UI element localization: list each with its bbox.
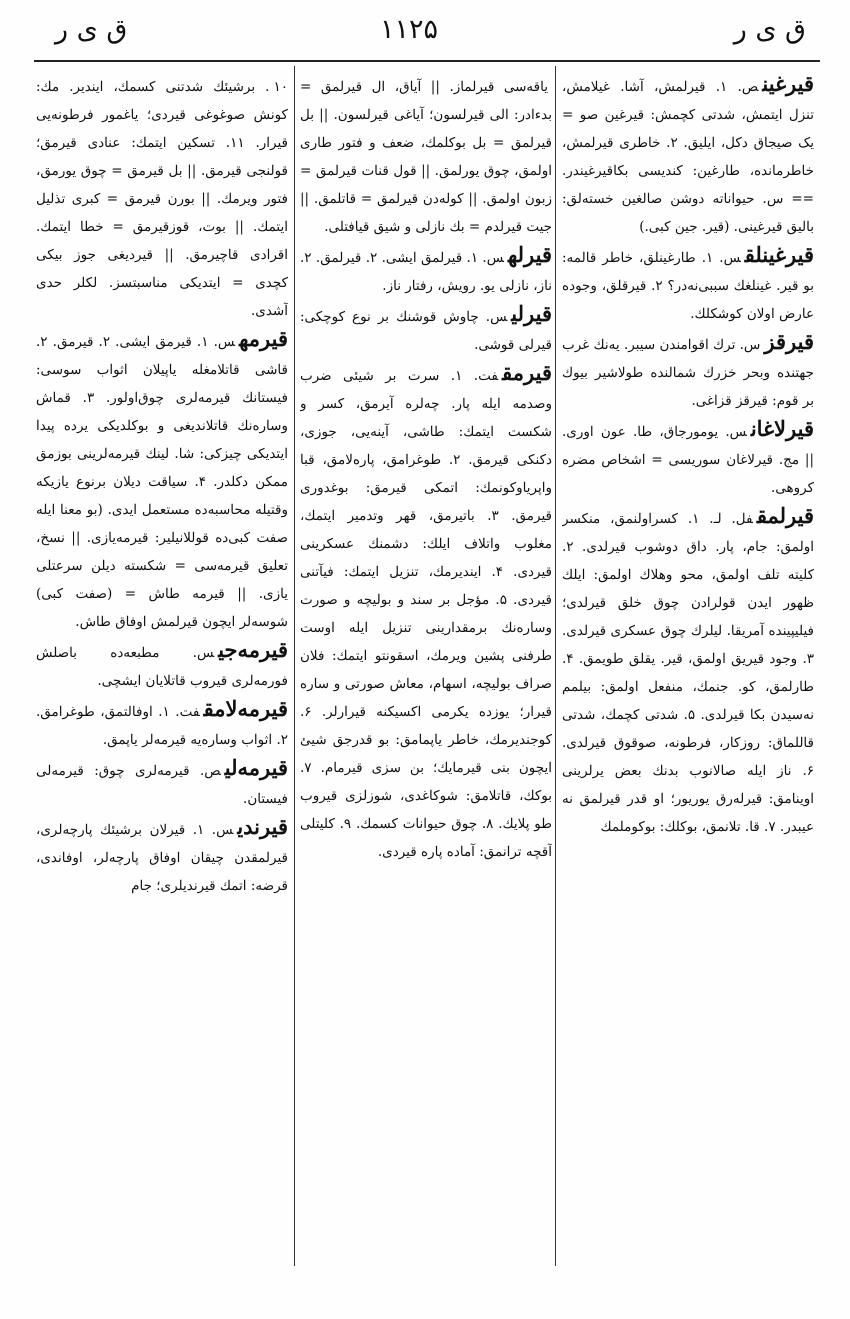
running-head-right: ق ی ر	[733, 14, 806, 45]
entry-headword: قیرلی	[511, 301, 552, 326]
entry-headword: قیرلاغان	[750, 416, 814, 441]
entry	[300, 241, 552, 300]
entry	[562, 328, 814, 415]
entry	[36, 636, 288, 695]
entry	[562, 415, 814, 502]
column-middle	[300, 70, 552, 1260]
column-left	[36, 70, 288, 1260]
entry-text: س. ۱. قیرلمق ایشی. ۲. قیرلمق. ۲. ناز، نازلی یو. رویش، رفتار ناز.	[300, 250, 552, 294]
entry-headword: قیرمه‌لی	[224, 755, 288, 780]
entry-headword: قیرلمق	[756, 503, 814, 528]
entry	[36, 813, 288, 900]
entry	[300, 359, 552, 866]
running-head-left: ق ی ر	[55, 14, 128, 45]
entry-text: س. یومورجاق، طا. عون اوری. || مج. قیرلاغان سوریسی = اشخاص مضره کروهی.	[562, 424, 814, 496]
entry-text: یاقه‌سی قیرلماز. || آیاق، ال قیرلمق = بدءادر: الی قیرلسون؛ آیاغی قیرلسون. || بل قیرلمق = بل بوکلمك، ضعف و فتور طاری اولمق، چوق یورلمق. || قول قنات قیرلمق = زبون اولمق. || کوله‌دن قیرلمق = قاتلمق. || جیت قیرلدم = بك نازلی و شیق قیافتلی.	[300, 79, 552, 235]
entry-text: فت. ۱. اوفالتمق، طوغرامق. ۲. اثواب وساره‌یه قیرمه‌لر یاپمق.	[36, 704, 288, 748]
column-divider-left	[294, 66, 295, 1266]
entry-text: س. مطبعه‌ده باصلش فورمه‌لری قیروب قاتلایان ایشچی.	[36, 645, 288, 689]
header-rule	[34, 60, 820, 62]
entry-text: س. ترك اقوامندن سیبر. یه‌نك غرب جهتنده وبحر خزرك شمالنده طولاشیر بیوك بر قوم: قیرقز قزاغی.	[562, 337, 814, 409]
entry	[562, 241, 814, 328]
entry-headword: قیرقز	[764, 329, 814, 354]
entry-headword: قیرله	[507, 242, 552, 267]
entry	[300, 300, 552, 359]
entry	[36, 695, 288, 754]
entry-headword: قیرغین	[762, 71, 814, 96]
entry	[36, 754, 288, 813]
entry-text: فل. لـ. ۱. کسراولنمق، منکسر اولمق: جام، پار. داق دوشوب قیرلدی. ۲. کلیته تلف اولمق، محو وهلاك اولمق: ایلك ظهور ایدن قولرادن چوق خلق قیرلدی؛ فیلیپینده آمریقا. لیلرك چوق عسکری قیرلدی. ۳. وجود قیریق اولمق، قیر. یقلق طویمق. ۴. طارلمق، کو. جنمك، منفعل اولمق: بیلمم نه‌سیدن بکا قیرلدی. ۵. شدتی کچمك، شدتی قاللماق: روزکار، فرطونه، صوقوق قیرلدی. ۶. ناز ایله صالانوب بدنك بعض یرلرینی اوینامق: قیرله‌رق یوریور؛ او قدر قیرلمق نه عیبدر. ۷. قا. تلانمق، بوکلك: بوکوملمك	[562, 511, 814, 835]
entry-text: س. ۱. طارغینلق، خاطر قالمه: بو قیر. غینلغك سببی‌نه‌در؟ ۲. قیرقلق، وجوده عارض اولان کوشکلك.	[562, 250, 814, 322]
entry	[36, 70, 288, 325]
entry-headword: قیرمه‌لامق	[203, 696, 288, 721]
entry-text: ۱۰. برشیئك شدتنی کسمك، ایندیر. مك: کونش صوغوغی قیردی؛ یاغمور فرطونه‌یی قیرار. ۱۱. تسکین ایتمك: عنادی قیرمق؛ قولنجی قیرمق. || بل قیرمق = چوق یورمق، فتور ویرمك. || بورن قیرمق = کبری تذلیل ایتمك. || بوت، قوزقیرمق = خطا ایتمك. اقرادی قاچیرمق. || قیردیغی جوز بیکی کچدی = ایتدیکی مناسبتسز. لکلر حدی آشدی.	[36, 79, 288, 319]
entry-headword: قیرغینلق	[744, 242, 814, 267]
entry-headword: قیرمه	[239, 326, 288, 351]
entry-text: ص. قیرمه‌لری چوق: قیرمه‌لی فیستان.	[36, 763, 288, 807]
page-number: ۱۱۲۵	[380, 14, 439, 45]
entry-text: ص. ۱. قیرلمش، آشا. غیلامش، تنزل ایتمش، شدتی کچمش: قیرغین صو = یک صیجاق دکل، ایلیق. ۲. خاطری قیرلمش، خاطرمانده، طارغین: کندیسی بکاقیرغیندر. == س. حیواناته دوشن صالغین خسته‌لق: بالیق قیرغینی. (قیر. جین کبی.)	[562, 79, 814, 235]
entry-headword: قیرندی	[237, 814, 288, 839]
entry-text: س. ۱. قیرمق ایشی. ۲. قیرمق. ۲. قاشی قاتلامغله یاپیلان اثواب سوسی: فیستانك قیرمه‌لری چوق‌اولور. ۳. قماش وساره‌نك قاتلاندیغی و بوکلدیکی یرده پیدا ایتدیکی چیزکی: شا. لینك قیرمه‌لرینی بوزمق ممکن دکلدر. ۴. سیاقت دیلان برنوع یازیکه وقتیله محاسبه‌ده مستعمل ایدی. (بو معنا ایله صفت کبی‌ده قوللانیلیر: قیرمه‌یازی. || نسخ، تعلیق قیرمه‌سی = شکسته دیلن سرعتلی یازی. || قیرمه طاش = (صفت کبی) شوسه‌لر ایچون قیرلمش اوفاق طاش.	[36, 334, 288, 630]
entry-text: س. چاوش قوشنك بر نوع کوچکی: قیرلی قوشی.	[300, 309, 552, 353]
entry-headword: قیرمه‌جی	[218, 637, 288, 662]
entry	[300, 70, 552, 241]
entry-text: فت. ۱. سرت بر شیئی ضرب وصدمه ایله پار. چه‌لره آیرمق، کسر و شکست ایتمك: طاشی، آینه‌یی، جوزی، دکنکی قیرمق. ۲. طوغرامق، پاره‌لامق، قبا واپریاوکونمك: اتمکی قیرمق: بوغدوری قیرمق. ۳. باتیرمق، قهر وتدمیر ایتمك، مغلوب واتلاف ایلك: دشمنك عسکرینی قیردی. ۴. ایندیرمك، تنزیل ایتمك: فیآتنی قیردی. ۵. مؤجل بر سند و بولیچه و صورت وساره‌نك برمقدارینی تنزیل ایله اوست طرفنی پشین ویرمك، اسقونتو ایتمك: فلان صراف بولیچه، اسهام، معاش صورتی و ساره قیرار؛ یوزده یکرمی اکسیکنه قیرارلر. ۶. کوجندیرمك، خاطر یاپمامق: بو قدرجق شیئ ایچون بنی قیرمایك؛ بن سزی قیرمام. ۷. بوکك، قاتلامق: شوکاغدی، شوزلزی قیروب طو پلایك. ۸. چوق حیوانات کسمك. ۹. کلیتلی آقچه ترانمق: آماده پاره قیردی.	[300, 368, 552, 860]
entry	[562, 502, 814, 841]
entry-text: س. ۱. قیرلان برشیئك پارچه‌لری، قیرلمقدن چیقان اوفاق پارچه‌لر، اوفاندی، قرضه: اتمك قیرندیلری؛ جام	[36, 822, 288, 894]
column-right	[562, 70, 814, 1260]
column-divider-right	[555, 66, 556, 1266]
entry	[562, 70, 814, 241]
entry-headword	[548, 71, 552, 96]
entry-headword: قیرمق	[502, 360, 552, 385]
entry	[36, 325, 288, 636]
page-header	[0, 0, 850, 66]
